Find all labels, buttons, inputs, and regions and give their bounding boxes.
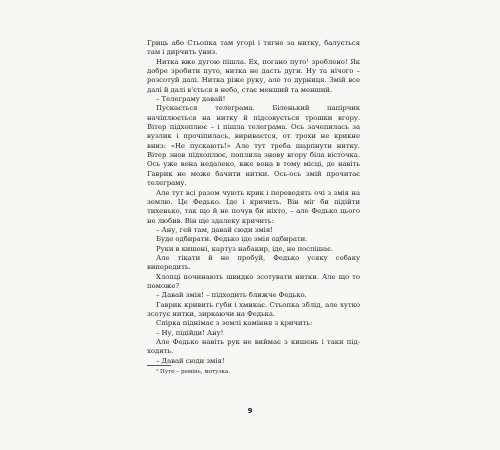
paragraph: Але тут всі разом чують крик і переводять очі з змія на землю. Це Федько. Іде і кричить. Він міг би підійти тихенько, так що й не почув би ніхто, – але Федько цього не любив. Він ще здалеку кричить: — [147, 188, 360, 225]
paragraph: – Ану, гей там, давай сюди змія! — [156, 225, 273, 234]
paragraph: Але тікати й не пробуй, Федько усяку собаку випередить. — [147, 253, 360, 272]
paragraph: – Давай сюди змія! — [156, 356, 225, 365]
paragraph: Буде одбирати. Федько іде змія одбирати. — [156, 235, 308, 244]
paragraph: Нитка вже дугою пішла. Ех, погано путо¹ зроблено! Як добре зробити путо, нитка не дасть дуги. Ну та нічого – розсотуй далі. Нитка ріже руку, але то дурниця. Змій все далі й далі в'ється в небо, стає менший та менший. — [147, 57, 360, 94]
paragraph: Руки в кишені, картуз набакир, іде, не поспішає. — [156, 244, 334, 253]
footnote-divider — [147, 365, 171, 366]
footnote: ¹ Путо – ремінь, мотузка. — [156, 369, 231, 375]
paragraph: Спірка піднімає з землі каміння з кричить: — [156, 319, 313, 328]
paragraph: Хлопці починають швидко зсотувати нитки. Але що то поможе? — [147, 272, 360, 290]
paragraph: Але Федько навіть рук не виймає з кишень і таки підходить. — [147, 338, 360, 356]
body-text — [147, 39, 360, 366]
paragraph: Пускається телеграма. Біленький папірчик начіплюється на нитку й підсовується трошки вгору. Вітер підхоплює – і пішла телеграма. Ось зачепилась за вузлик і прочіпилась, вириваєтся, от трохи не крикне вниз: «Не пускають!» Але тут треба шарпнути нитку. Вітер знов підхоплює, поплила знову вгору біла вісточка. Ось уже вона недалеко, вже вона в тому місці, де навіть Гаврик не може бачити нитки. Ось-ось змій прочитає телеграму. — [147, 104, 360, 188]
paragraph: Гаврик кривить губи і хмикає. Стьопка зблід, але хутко зсотує нитки, зиркаючи на Федька. — [147, 300, 360, 318]
page-number: 9 — [247, 407, 253, 415]
paragraph: – Ну, підійди! Ану! — [156, 328, 224, 337]
paragraph: – Телеграму давай! — [156, 95, 226, 104]
paragraph: Гриць або Стьопка там угорі і тягне за нитку, балується там і дирчить униз. — [147, 39, 360, 57]
paragraph: – Давай змія! – підходить ближче Федько. — [156, 291, 307, 300]
